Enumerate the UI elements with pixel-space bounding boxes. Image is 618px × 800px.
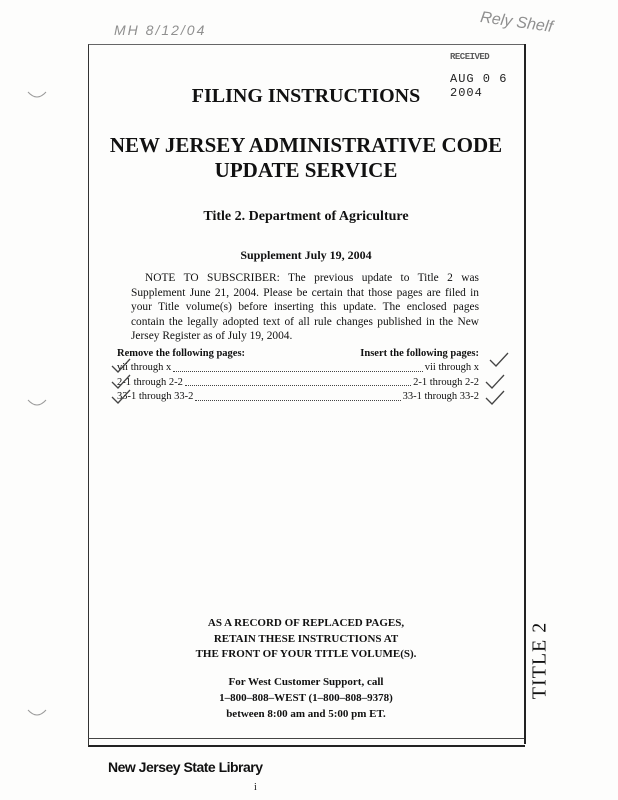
page-row [117,361,479,376]
check-mark-icon [110,374,132,390]
library-stamp: New Jersey State Library [108,759,263,775]
remove-pages: 2-1 through 2-2 [117,376,183,388]
insert-pages: 33-1 through 33-2 [402,391,479,402]
stamp-date: AUG 0 6 2004 [450,72,508,100]
stamp-received-text: RECEIVED [450,52,490,62]
title-tab-label: TITLE 2 [528,621,551,699]
page-row [117,376,479,391]
record-line-2: RETAIN THESE INSTRUCTIONS AT [213,632,399,645]
page-number: i [254,782,257,793]
dot-leader [173,371,423,372]
check-mark-icon [110,389,132,405]
page-row [117,390,479,405]
record-line-3: THE FRONT OF YOUR TITLE VOLUME(S). [195,648,417,660]
check-mark-icon [488,352,510,368]
check-mark-icon [110,358,132,374]
remove-pages: vii through x [117,362,172,373]
page-title: FILING INSTRUCTIONS [191,85,421,107]
main-heading [88,133,524,183]
supplement-date: Supplement July 19, 2004 [240,248,372,262]
title-tab [520,620,560,700]
support-phone: 1–800–808–WEST (1–800–808–9378) [219,692,393,704]
handwritten-initials: MH 8/12/04 [114,22,207,38]
insert-pages: vii through x [424,362,479,373]
check-mark-icon [484,390,506,406]
heading-line-2: UPDATE SERVICE [214,158,398,182]
page-replacement-list [117,348,479,405]
page-list-header [117,348,479,359]
insert-header: Insert the following pages: [360,348,479,359]
insert-pages: 2-1 through 2-2 [413,376,479,388]
remove-pages: 33-1 through 33-2 [117,391,194,402]
record-instructions [88,616,524,663]
support-hours: between 8:00 am and 5:00 pm ET. [226,708,386,720]
check-mark-icon [484,374,506,390]
handwritten-note: Rely Shelf [479,9,554,36]
heading-line-1: NEW JERSEY ADMINISTRATIVE CODE [109,133,503,157]
subtitle: Title 2. Department of Agriculture [203,209,409,224]
dot-leader [195,400,400,401]
record-line-1: AS A RECORD OF REPLACED PAGES, [207,617,405,629]
bottom-rule [88,738,524,739]
punch-mark-icon [26,88,48,104]
support-line-1: For West Customer Support, call [228,676,384,688]
punch-mark-icon [26,396,48,412]
note-to-subscriber: NOTE TO SUBSCRIBER: The previous update to Title 2 was Supplement June 21, 2004. Please be certain that those pages are filed in your Title volume(s) before inserting this update. The enclosed pages contain the legally adopted text of all rule changes published in the New Jersey Register as of July 19, 2004. [131,272,479,343]
punch-mark-icon [26,706,48,722]
customer-support [88,674,524,722]
remove-header: Remove the following pages: [117,348,246,359]
dot-leader [185,385,411,386]
